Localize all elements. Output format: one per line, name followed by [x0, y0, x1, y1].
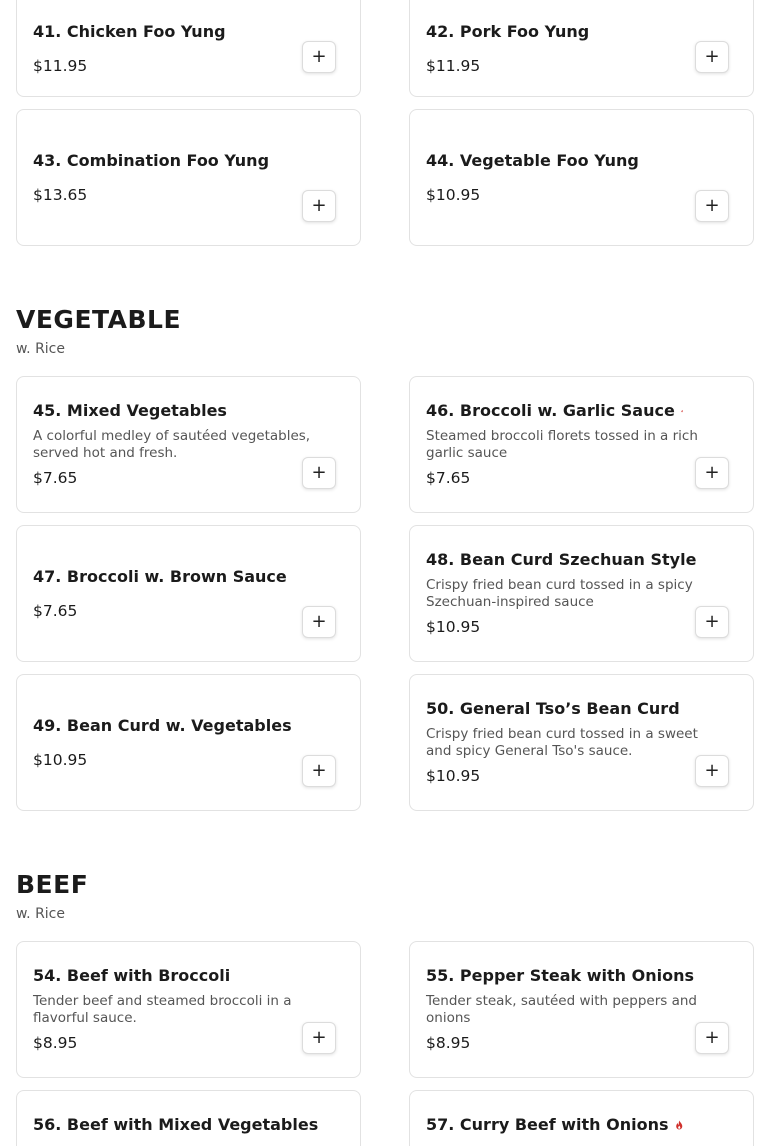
flame-icon: [681, 403, 683, 419]
add-to-cart-button[interactable]: +: [695, 190, 729, 222]
item-name: 44. Vegetable Foo Yung: [426, 150, 639, 170]
menu-item-card[interactable]: [409, 1090, 754, 1146]
add-to-cart-button[interactable]: +: [695, 606, 729, 638]
item-price: $10.95: [426, 618, 481, 636]
section-subtitle: w. Rice: [16, 341, 65, 357]
item-name: 55. Pepper Steak with Onions: [426, 966, 694, 985]
section-title-vegetable: VEGETABLE: [16, 305, 182, 334]
item-price: $7.65: [426, 469, 471, 487]
item-name: 50. General Tso’s Bean Curd: [426, 699, 680, 718]
menu-item-card[interactable]: [409, 941, 754, 1078]
menu-item-card[interactable]: [16, 1090, 361, 1146]
menu-item-card[interactable]: [409, 0, 754, 97]
item-description: Steamed broccoli florets tossed in a rich garlic sauce: [426, 428, 698, 461]
add-to-cart-button[interactable]: +: [302, 190, 336, 222]
menu-item-card[interactable]: [16, 674, 361, 811]
item-price: $11.95: [33, 56, 88, 75]
item-description: Crispy fried bean curd tossed in a spicy Szechuan-inspired sauce: [426, 577, 693, 610]
item-name: 43. Combination Foo Yung: [33, 150, 270, 170]
menu-item-card[interactable]: [16, 0, 361, 97]
menu-item-card[interactable]: [409, 109, 754, 246]
add-to-cart-button[interactable]: +: [302, 606, 336, 638]
add-to-cart-button[interactable]: +: [695, 41, 729, 73]
item-description: A colorful medley of sautéed vegetables, served hot and fresh.: [33, 428, 311, 461]
item-description: Crispy fried bean curd tossed in a sweet and spicy General Tso's sauce.: [426, 726, 698, 759]
item-name: 48. Bean Curd Szechuan Style: [426, 550, 697, 569]
item-price: $13.65: [33, 185, 88, 204]
section-subtitle: w. Rice: [16, 906, 65, 922]
add-to-cart-button[interactable]: +: [302, 755, 336, 787]
item-price: $7.65: [33, 469, 78, 487]
flame-icon: [675, 1117, 683, 1133]
menu-item-card[interactable]: [16, 525, 361, 662]
item-name: 47. Broccoli w. Brown Sauce: [33, 566, 287, 586]
menu-item-card[interactable]: [16, 376, 361, 513]
item-name: 56. Beef with Mixed Vegetables: [33, 1115, 319, 1134]
section-title-beef: BEEF: [16, 870, 89, 899]
add-to-cart-button[interactable]: +: [302, 1022, 336, 1054]
item-price: $10.95: [426, 767, 481, 785]
add-to-cart-button[interactable]: +: [695, 1022, 729, 1054]
item-description: Tender steak, sautéed with peppers and onions: [426, 993, 697, 1026]
item-name: 46. Broccoli w. Garlic Sauce: [426, 401, 675, 420]
item-price: $8.95: [33, 1034, 78, 1052]
item-description: Tender beef and steamed broccoli in a flavorful sauce.: [33, 993, 292, 1026]
item-name: 54. Beef with Broccoli: [33, 966, 231, 985]
item-price: $7.65: [33, 601, 78, 620]
item-price: $8.95: [426, 1034, 471, 1052]
item-price: $10.95: [426, 185, 481, 204]
add-to-cart-button[interactable]: +: [302, 41, 336, 73]
add-to-cart-button[interactable]: +: [695, 457, 729, 489]
add-to-cart-button[interactable]: +: [695, 755, 729, 787]
menu-item-card[interactable]: [16, 109, 361, 246]
item-price: $10.95: [33, 750, 88, 769]
item-name: 45. Mixed Vegetables: [33, 401, 227, 420]
item-name: 41. Chicken Foo Yung: [33, 21, 226, 41]
item-name: 49. Bean Curd w. Vegetables: [33, 715, 292, 735]
menu-item-card[interactable]: [16, 941, 361, 1078]
item-name: 42. Pork Foo Yung: [426, 21, 590, 41]
item-price: $11.95: [426, 56, 481, 75]
add-to-cart-button[interactable]: +: [302, 457, 336, 489]
menu-item-card[interactable]: [409, 674, 754, 811]
item-name: 57. Curry Beef with Onions: [426, 1115, 669, 1134]
menu-item-card[interactable]: [409, 525, 754, 662]
menu-item-card[interactable]: [409, 376, 754, 513]
